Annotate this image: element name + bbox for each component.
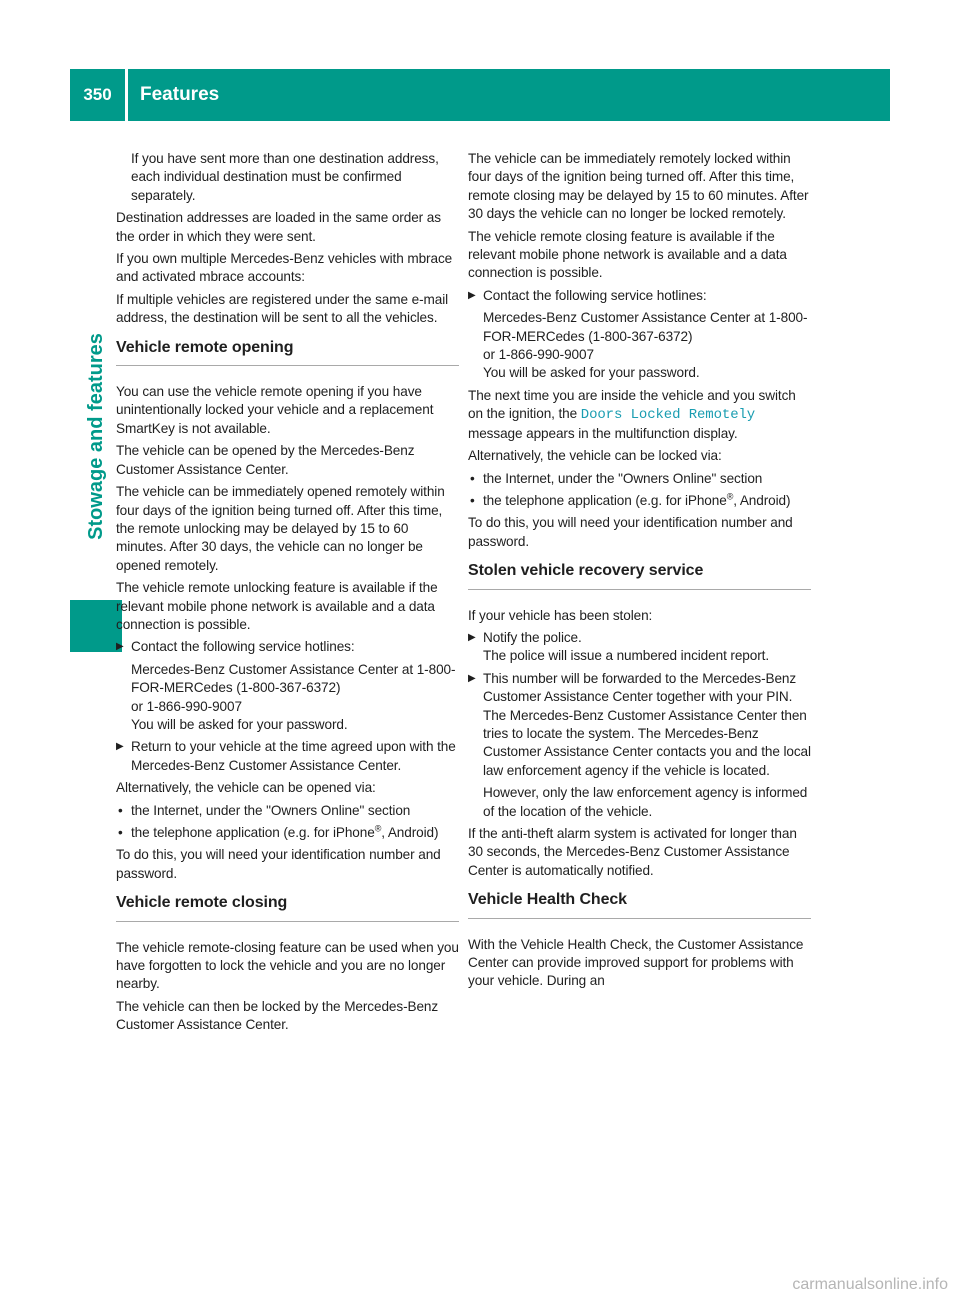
- side-tab-label: Stowage and features: [84, 332, 107, 540]
- header-divider: [125, 69, 128, 121]
- hotline-text: Mercedes-Benz Customer Assistance Center at 1-800-FOR-MERCedes (1-800-367-6372): [131, 661, 456, 696]
- paragraph: Alternatively, the vehicle can be locked via:: [468, 448, 722, 464]
- hotline-text: You will be asked for your password.: [131, 716, 348, 732]
- hotline-text: Mercedes-Benz Customer Assistance Center at 1-800-FOR-MERCedes (1-800-367-6372): [483, 310, 808, 344]
- bullet-item: • the telephone application (e.g. for iPhone®, Android): [116, 824, 459, 842]
- bullet-item: • the Internet, under the "Owners Online" section: [116, 802, 459, 820]
- paragraph: However, only the law enforcement agency is informed of the location of the vehicle.: [483, 785, 808, 819]
- left-column: [116, 150, 459, 1039]
- paragraph: To do this, you will need your identification number and password.: [468, 515, 793, 549]
- paragraph: The vehicle can be immediately remotely locked within four days of the ignition being turned off. After this time, remote closing may be delayed by 15 to 60 minutes. After 30 days the vehicle can no longer be locked remotely.: [468, 151, 809, 222]
- heading-remote-closing: Vehicle remote closing: [116, 894, 459, 921]
- step-notify: ▶ Notify the police. The police will issue a numbered incident report.: [468, 629, 811, 666]
- display-message: Doors Locked Remotely: [580, 407, 756, 424]
- bullet-item: • the telephone application (e.g. for iPhone®, Android): [468, 492, 811, 510]
- right-column: [468, 150, 811, 995]
- paragraph: Destination addresses are loaded in the same order as the order in which they were sent.: [116, 210, 441, 244]
- hotline-text: or 1-866-990-9007: [131, 698, 242, 714]
- bullet-item: • the Internet, under the "Owners Online" section: [468, 470, 811, 488]
- paragraph: The next time you are inside the vehicle and you switch on the ignition, the Doors Locked Remotely message appears in the multifunction display.: [468, 387, 796, 441]
- paragraph: If your vehicle has been stolen:: [468, 607, 653, 623]
- step-contact: ▶ Contact the following service hotlines:: [468, 287, 811, 305]
- paragraph: Alternatively, the vehicle can be opened via:: [116, 780, 376, 796]
- heading-remote-opening: Vehicle remote opening: [116, 339, 459, 366]
- heading-stolen-vehicle: Stolen vehicle recovery service: [468, 562, 811, 589]
- paragraph: The vehicle can then be locked by the Mercedes-Benz Customer Assistance Center.: [116, 998, 439, 1033]
- section-title: Features: [140, 84, 220, 105]
- hotline-text: or 1-866-990-9007: [483, 347, 594, 363]
- paragraph: If the anti-theft alarm system is activated for longer than 30 seconds, the Mercedes-Benz Customer Assistance Center is automatically notified.: [468, 826, 797, 878]
- heading-health-check: Vehicle Health Check: [468, 891, 811, 918]
- hotline-block: [468, 309, 811, 383]
- step-contact: ▶ Contact the following service hotlines:: [116, 638, 459, 656]
- paragraph: If multiple vehicles are registered under the same e-mail address, the destination will be sent to all the vehicles.: [116, 291, 449, 326]
- hotline-block: [116, 661, 459, 735]
- paragraph: The vehicle remote unlocking feature is available if the relevant mobile phone network is available and a data connection is possible.: [116, 580, 438, 632]
- watermark: carmanualsonline.info: [792, 1276, 948, 1293]
- paragraph: If you have sent more than one destination address, each individual destination must be confirmed separately.: [131, 151, 439, 203]
- hotline-text: You will be asked for your password.: [483, 365, 700, 381]
- paragraph: The vehicle remote-closing feature can be used when you have forgotten to lock the vehicle and you are no longer nearby.: [116, 939, 459, 992]
- page-number: 350: [83, 85, 112, 104]
- paragraph: The vehicle remote closing feature is available if the relevant mobile phone network is available and a data connection is possible.: [468, 228, 787, 281]
- paragraph: To do this, you will need your identification number and password.: [116, 847, 441, 881]
- paragraph: The vehicle can be immediately opened remotely within four days of the ignition being turned off. After this time, the remote unlocking may be delayed by 15 to 60 minutes. After 30 days, the vehicle can no longer be opened remotely.: [116, 484, 445, 573]
- paragraph: The vehicle can be opened by the Mercedes-Benz Customer Assistance Center.: [116, 443, 415, 477]
- step-forward: ▶ This number will be forwarded to the Mercedes-Benz Customer Assistance Center together with your PIN. The Mercedes-Benz Customer Assistance Center then tries to locate the system. The Mercedes-Benz Customer Assistance Center contacts you and the local law enforcement agency if the vehicle is located.: [468, 670, 811, 780]
- paragraph: You can use the vehicle remote opening if you have unintentionally locked your vehicle and a replacement SmartKey is not available.: [116, 384, 434, 436]
- step-return: ▶ Return to your vehicle at the time agreed upon with the Mercedes-Benz Customer Assistance Center.: [116, 738, 459, 775]
- paragraph: If you own multiple Mercedes-Benz vehicles with mbrace and activated mbrace accounts:: [116, 251, 453, 285]
- side-tab-marker: [70, 600, 122, 652]
- paragraph: With the Vehicle Health Check, the Customer Assistance Center can provide improved support for problems with your vehicle. During an: [468, 936, 804, 989]
